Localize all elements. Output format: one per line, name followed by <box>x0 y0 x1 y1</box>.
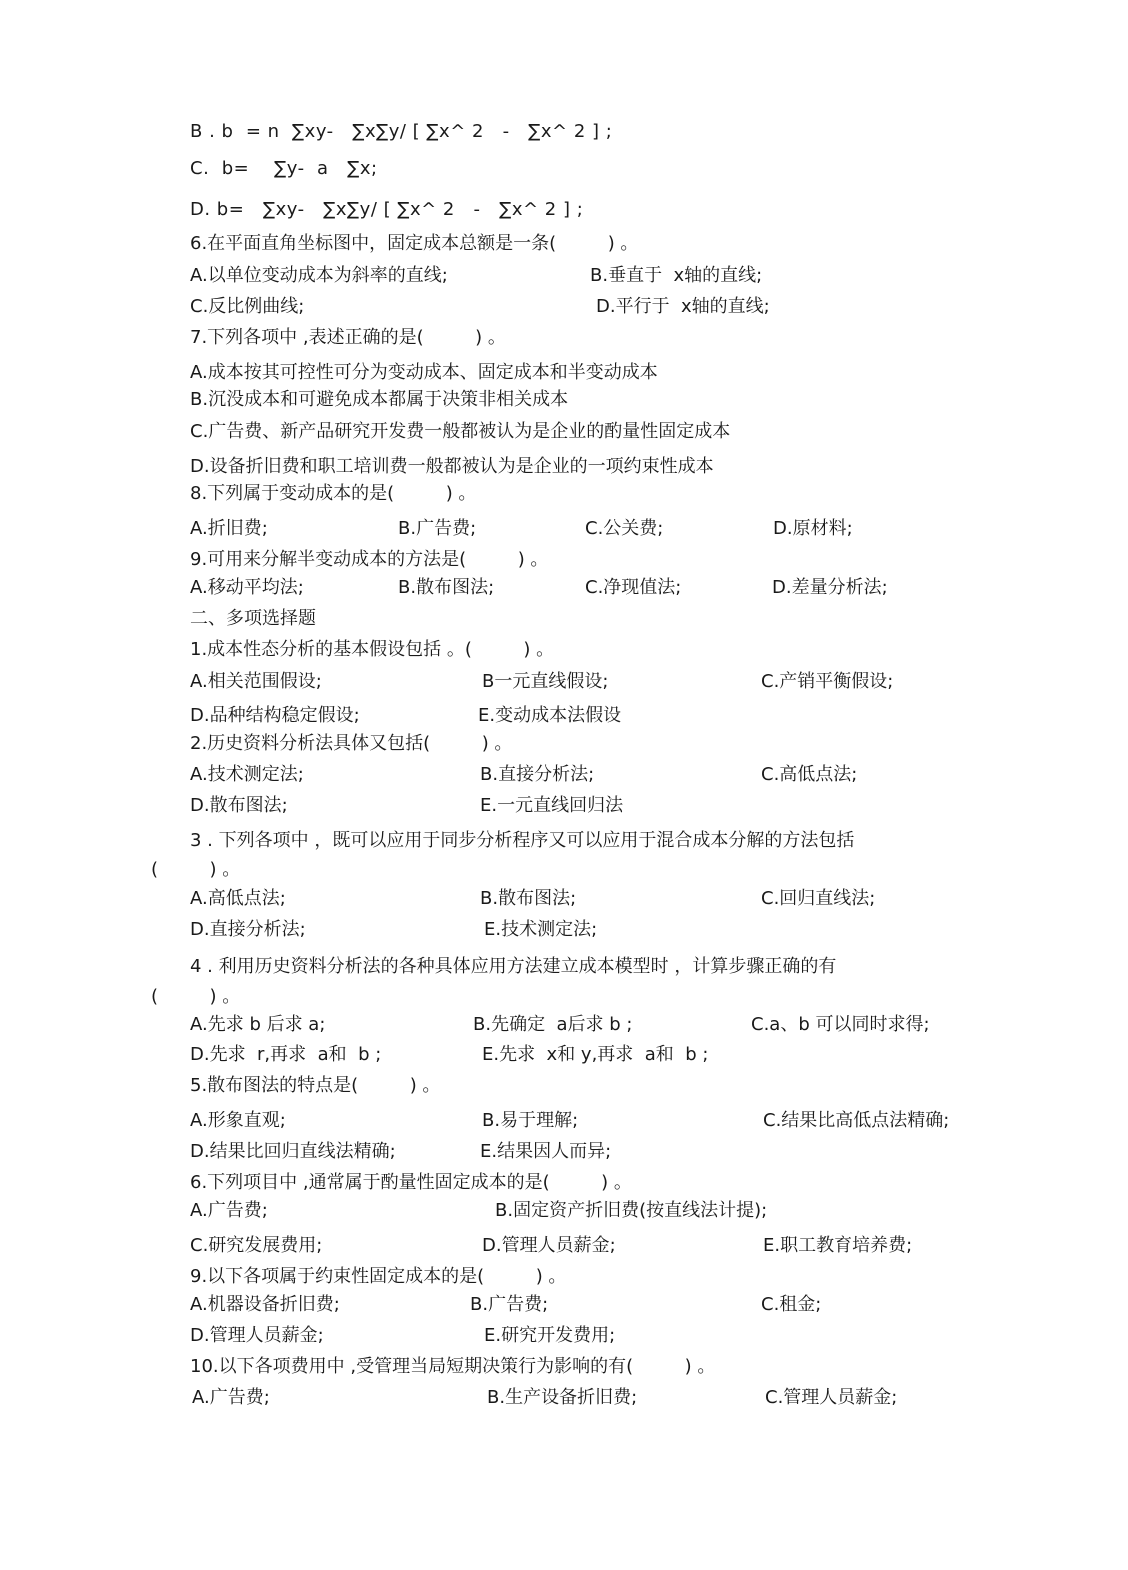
q9-option-a: A.移动平均法; <box>190 577 304 598</box>
m10-option-c: C.管理人员薪金; <box>765 1387 898 1408</box>
m2-option-c: C.高低点法; <box>761 764 858 785</box>
q6-option-c: C.反比例曲线; <box>190 296 305 317</box>
q8-stem: 8.下列属于变动成本的是( ) 。 <box>190 483 477 504</box>
m3-option-a: A.高低点法; <box>190 888 286 909</box>
q5-option-d: D. b= ∑xy- ∑x∑y/ [ ∑x^ 2 - ∑x^ 2 ] ; <box>190 199 584 220</box>
q5-option-c: C. b= ∑y- a ∑x; <box>190 158 378 179</box>
q7-option-d: D.设备折旧费和职工培训费一般都被认为是企业的一项约束性成本 <box>190 456 714 477</box>
q7-option-a: A.成本按其可控性可分为变动成本、固定成本和半变动成本 <box>190 362 658 383</box>
m5-option-a: A.形象直观; <box>190 1110 286 1131</box>
q8-option-b: B.广告费; <box>398 518 477 539</box>
m9-option-e: E.研究开发费用; <box>484 1325 616 1346</box>
m3-stem: 3 . 下列各项中 ，既可以应用于同步分析程序又可以应用于混合成本分解的方法包括 <box>190 830 855 851</box>
m6-option-b: B.固定资产折旧费(按直线法计提); <box>495 1200 768 1221</box>
m9-option-c: C.租金; <box>761 1294 822 1315</box>
m10-stem: 10.以下各项费用中 ,受管理当局短期决策行为影响的有( ) 。 <box>190 1356 716 1377</box>
m4-stem: 4 . 利用历史资料分析法的各种具体应用方法建立成本模型时 ，计算步骤正确的有 <box>190 956 837 977</box>
m5-option-b: B.易于理解; <box>482 1110 579 1131</box>
m3-stem-end: ( ) 。 <box>151 859 241 880</box>
m6-option-e: E.职工教育培养费; <box>763 1235 913 1256</box>
m5-option-d: D.结果比回归直线法精确; <box>190 1141 396 1162</box>
q8-option-a: A.折旧费; <box>190 518 268 539</box>
q8-option-c: C.公关费; <box>585 518 664 539</box>
q9-option-d: D.差量分析法; <box>772 577 888 598</box>
m9-option-b: B.广告费; <box>470 1294 549 1315</box>
m9-stem: 9.以下各项属于约束性固定成本的是( ) 。 <box>190 1266 567 1287</box>
q7-option-c: C.广告费、新产品研究开发费一般都被认为是企业的酌量性固定成本 <box>190 421 731 442</box>
q9-option-c: C.净现值法; <box>585 577 682 598</box>
q6-option-b: B.垂直于 x轴的直线; <box>590 265 763 286</box>
q7-option-b: B.沉没成本和可避免成本都属于决策非相关成本 <box>190 389 569 410</box>
m9-option-d: D.管理人员薪金; <box>190 1325 324 1346</box>
q7-stem: 7.下列各项中 ,表述正确的是( ) 。 <box>190 327 506 348</box>
m2-option-d: D.散布图法; <box>190 795 288 816</box>
m3-option-c: C.回归直线法; <box>761 888 876 909</box>
m2-stem: 2.历史资料分析法具体又包括( ) 。 <box>190 733 513 754</box>
m4-option-e: E.先求 x和 y,再求 a和 b ; <box>482 1044 709 1065</box>
m6-stem: 6.下列项目中 ,通常属于酌量性固定成本的是( ) 。 <box>190 1172 632 1193</box>
q6-option-d: D.平行于 x轴的直线; <box>596 296 770 317</box>
m1-option-b: B一元直线假设; <box>482 671 609 692</box>
m1-option-c: C.产销平衡假设; <box>761 671 894 692</box>
m5-option-c: C.结果比高低点法精确; <box>763 1110 950 1131</box>
m4-option-a: A.先求 b 后求 a; <box>190 1014 326 1035</box>
m5-option-e: E.结果因人而异; <box>480 1141 612 1162</box>
m6-option-d: D.管理人员薪金; <box>482 1235 616 1256</box>
m6-option-c: C.研究发展费用; <box>190 1235 323 1256</box>
m5-stem: 5.散布图法的特点是( ) 。 <box>190 1075 441 1096</box>
m3-option-e: E.技术测定法; <box>484 919 598 940</box>
q9-option-b: B.散布图法; <box>398 577 495 598</box>
m3-option-b: B.散布图法; <box>480 888 577 909</box>
q6-option-a: A.以单位变动成本为斜率的直线; <box>190 265 448 286</box>
m4-option-c: C.a、b 可以同时求得; <box>751 1014 930 1035</box>
m1-stem: 1.成本性态分析的基本假设包括 。( ) 。 <box>190 639 555 660</box>
m10-option-a: A.广告费; <box>192 1387 270 1408</box>
q5-option-b: B . b = n ∑xy- ∑x∑y/ [ ∑x^ 2 - ∑x^ 2 ] ; <box>190 121 613 142</box>
m2-option-e: E.一元直线回归法 <box>480 795 624 816</box>
m3-option-d: D.直接分析法; <box>190 919 306 940</box>
m1-option-e: E.变动成本法假设 <box>478 705 622 726</box>
q8-option-d: D.原材料; <box>773 518 853 539</box>
q6-stem: 6.在平面直角坐标图中，固定成本总额是一条( ) 。 <box>190 233 639 254</box>
q9-stem: 9.可用来分解半变动成本的方法是( ) 。 <box>190 549 549 570</box>
m1-option-a: A.相关范围假设; <box>190 671 322 692</box>
m4-option-d: D.先求 r,再求 a和 b ; <box>190 1044 382 1065</box>
m2-option-b: B.直接分析法; <box>480 764 595 785</box>
m4-option-b: B.先确定 a后求 b ; <box>473 1014 633 1035</box>
m9-option-a: A.机器设备折旧费; <box>190 1294 340 1315</box>
m4-stem-end: ( ) 。 <box>151 986 241 1007</box>
m2-option-a: A.技术测定法; <box>190 764 304 785</box>
section-title-multi-choice: 二、多项选择题 <box>190 608 316 629</box>
m1-option-d: D.品种结构稳定假设; <box>190 705 360 726</box>
m10-option-b: B.生产设备折旧费; <box>487 1387 638 1408</box>
m6-option-a: A.广告费; <box>190 1200 268 1221</box>
